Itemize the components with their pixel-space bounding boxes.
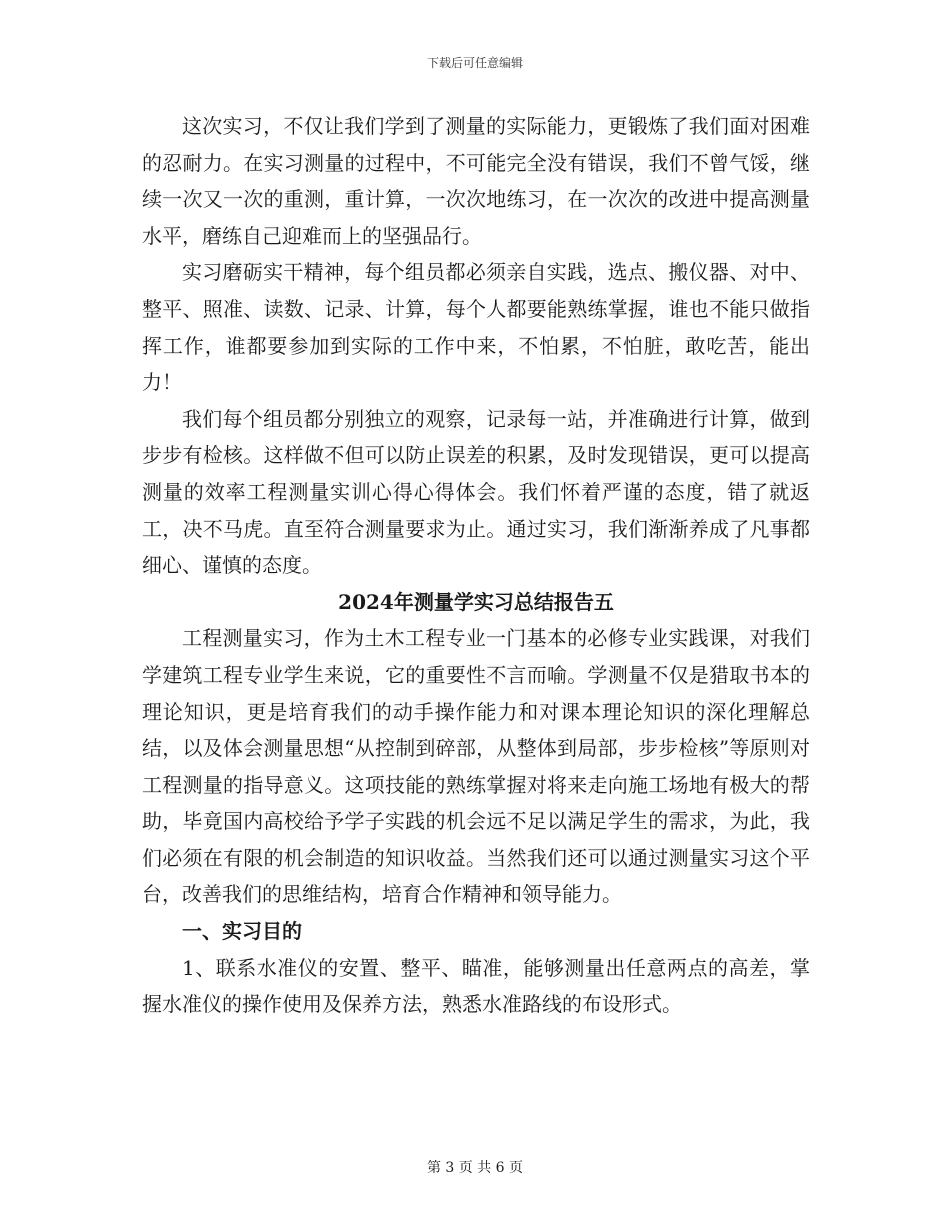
page-footer: 第 3 页 共 6 页	[426, 1160, 524, 1176]
paragraph: 实习磨砺实干精神，每个组员都必须亲自实践，选点、搬仪器、对中、整平、照准、读数、记录、计算，每个人都要能熟练掌握，谁也不能只做指挥工作，谁都要参加到实际的工作中来，不怕累，不怕脏，敢吃苦，能出力！	[142, 260, 810, 395]
paragraph: 工程测量实习，作为土木工程专业一门基本的必修专业实践课，对我们学建筑工程专业学生来说，它的重要性不言而喻。学测量不仅是猎取书本的理论知识，更是培育我们的动手操作能力和对课本理论知识的深化理解总结，以及体会测量思想“从控制到碎部，从整体到局部，步步检核”等原则对工程测量的指导意义。这项技能的熟练掌握对将来走向施工场地有极大的帮助，毕竟国内高校给予学子实践的机会远不足以满足学生的需求，为此，我们必须在有限的机会制造的知识收益。当然我们还可以通过测量实习这个平台，改善我们的思维结构，培育合作精神和领导能力。	[142, 626, 810, 907]
page-header: 下载后可任意编辑	[426, 56, 523, 70]
paragraph: 1、联系水准仪的安置、整平、瞄准，能够测量出任意两点的高差，掌握水准仪的操作使用及保养方法，熟悉水准路线的布设形式。	[142, 955, 810, 1017]
document-body	[142, 108, 810, 1023]
section-title: 2024年测量学实习总结报告五	[338, 589, 614, 614]
paragraph: 我们每个组员都分别独立的观察，记录每一站，并准确进行计算，做到步步有检核。这样做不但可以防止误差的积累，及时发现错误，更可以提高测量的效率工程测量实训心得心得体会。我们怀着严谨的态度，错了就返工，决不马虎。直至符合测量要求为止。通过实习，我们渐渐养成了凡事都细心、谨慎的态度。	[142, 406, 810, 578]
section-heading: 一、实习目的	[182, 919, 302, 944]
paragraph: 这次实习，不仅让我们学到了测量的实际能力，更锻炼了我们面对困难的忍耐力。在实习测量的过程中，不可能完全没有错误，我们不曾气馁，继续一次又一次的重测，重计算，一次次地练习，在一次次的改进中提高测量水平，磨练自己迎难而上的坚强品行。	[142, 114, 810, 248]
